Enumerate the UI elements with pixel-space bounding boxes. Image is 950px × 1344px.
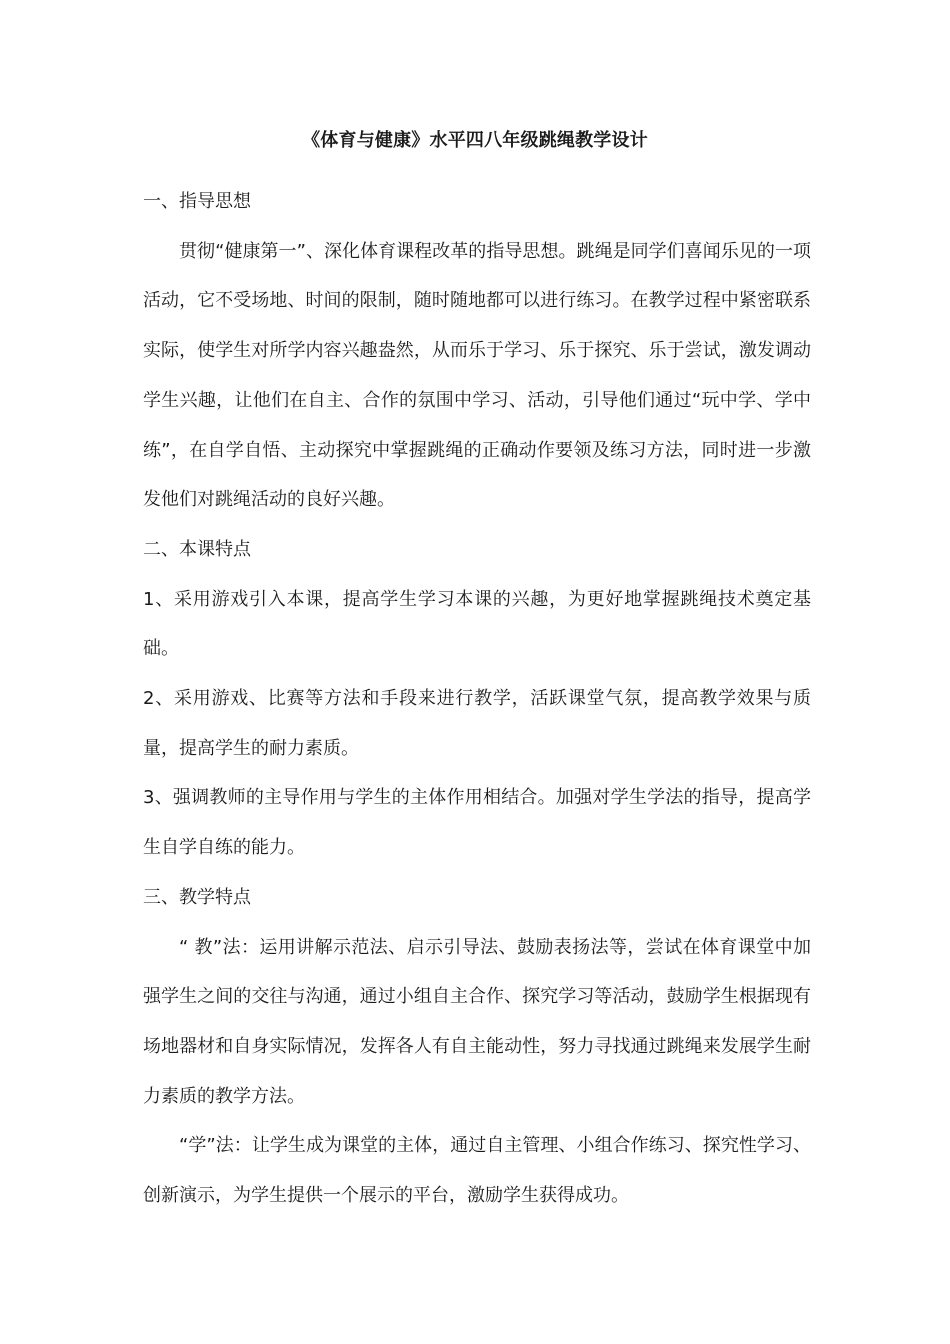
paragraph-guiding-thought: 贯彻“健康第一”、深化体育课程改革的指导思想。跳绳是同学们喜闻乐见的一项活动，它不受场地、时间的限制，随时随地都可以进行练习。在教学过程中紧密联系实际，使学生对所学内容兴趣盎然，从而乐于学习、乐于探究、乐于尝试，激发调动学生兴趣，让他们在自主、合作的氛围中学习、活动，引导他们通过“玩中学、学中练”，在自学自悟、主动探究中掌握跳绳的正确动作要领及练习方法，同时进一步激发他们对跳绳活动的良好兴趣。 [143,240,811,511]
paragraph-lesson-feature-3: 3、强调教师的主导作用与学生的主体作用相结合。加强对学生学法的指导，提高学生自学自练的能力。 [143,787,811,859]
paragraph-lesson-feature-1: 1、采用游戏引入本课，提高学生学习本课的兴趣，为更好地掌握跳绳技术奠定基础。 [143,588,811,660]
document-title: 《体育与健康》水平四八年级跳绳教学设计 [302,130,648,151]
paragraph-lesson-feature-2: 2、采用游戏、比赛等方法和手段来进行教学，活跃课堂气氛，提高教学效果与质量，提高学生的耐力素质。 [143,688,811,759]
section-heading-lesson-features: 二、本课特点 [143,538,251,560]
section-heading-teaching-features: 三、教学特点 [143,886,251,908]
section-heading-guiding-thought: 一、指导思想 [143,191,251,212]
paragraph-learning-method: “学”法：让学生成为课堂的主体，通过自主管理、小组合作练习、探究性学习、创新演示，为学生提供一个展示的平台，激励学生获得成功。 [143,1135,811,1207]
document-body [143,177,811,1221]
paragraph-teaching-method: “ 教”法：运用讲解示范法、启示引导法、鼓励表扬法等，尝试在体育课堂中加强学生之间的交往与沟通，通过小组自主合作、探究学习等活动，鼓励学生根据现有场地器材和自身实际情况，发挥各人有自主能动性，努力寻找通过跳绳来发展学生耐力素质的教学方法。 [143,936,811,1107]
